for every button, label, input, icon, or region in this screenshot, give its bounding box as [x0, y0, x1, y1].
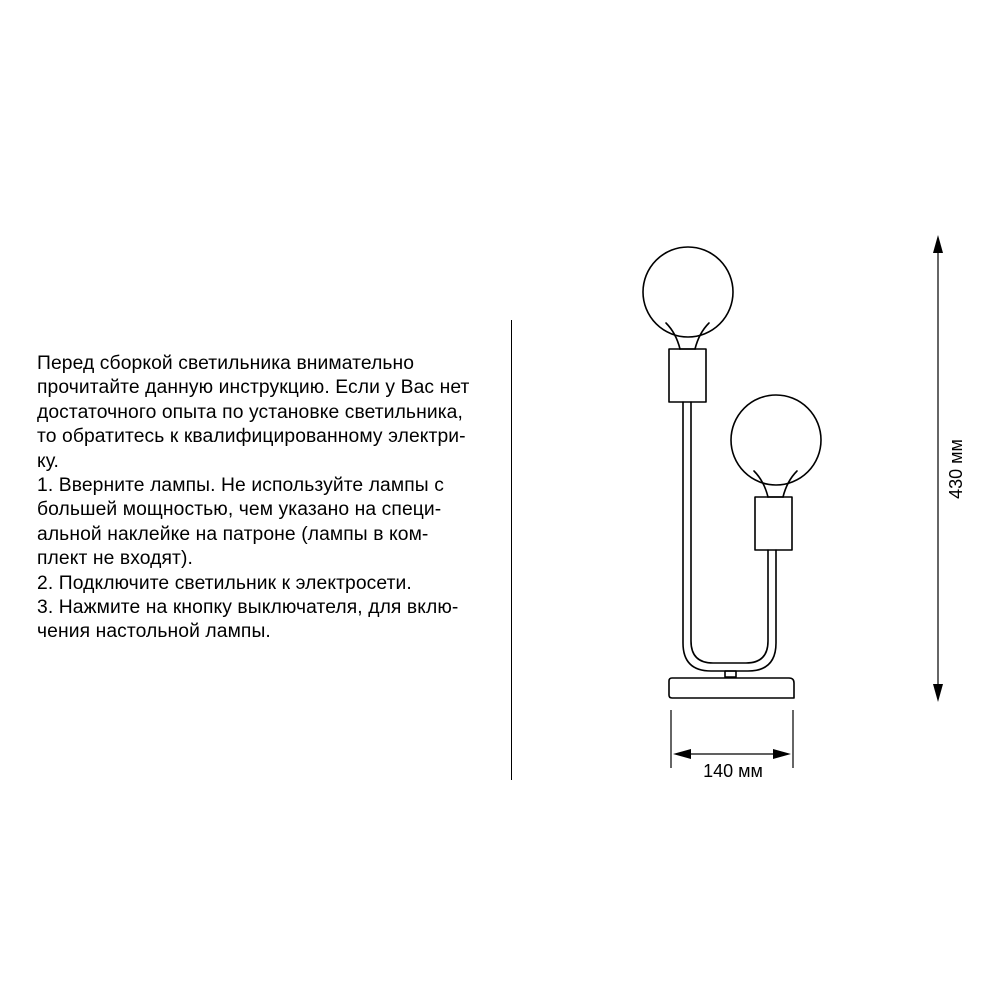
instruction-line: ку.	[37, 450, 60, 472]
height-label: 430 мм	[946, 439, 966, 499]
right-bulb	[731, 395, 821, 497]
width-label: 140 мм	[703, 761, 763, 781]
lamp-base	[669, 678, 794, 698]
instruction-line: прочитайте данную инструкцию. Если у Вас нет	[37, 377, 470, 399]
right-socket	[755, 497, 792, 550]
instruction-line: то обратитесь к квалифицированному электри-	[37, 426, 466, 448]
instruction-line: 3. Нажмите на кнопку выключателя, для вклю-	[37, 597, 459, 619]
instruction-line: достаточного опыта по установке светильника,	[37, 401, 463, 423]
instruction-line: 2. Подключите светильник к электросети.	[37, 572, 412, 594]
left-socket	[669, 349, 706, 402]
instruction-line: альной наклейке на патроне (лампы в ком-	[37, 523, 429, 545]
instruction-line: Перед сборкой светильника внимательно	[37, 353, 415, 374]
instruction-line: 1. Вверните лампы. Не используйте лампы с	[37, 475, 444, 497]
instruction-line: чения настольной лампы.	[37, 621, 271, 643]
instruction-line: плект не входят).	[37, 548, 193, 570]
height-dimension	[933, 235, 943, 702]
lamp-stem	[683, 402, 776, 677]
left-bulb	[643, 247, 733, 349]
instruction-line: большей мощностью, чем указано на специ-	[37, 499, 442, 521]
width-dimension	[671, 710, 793, 768]
